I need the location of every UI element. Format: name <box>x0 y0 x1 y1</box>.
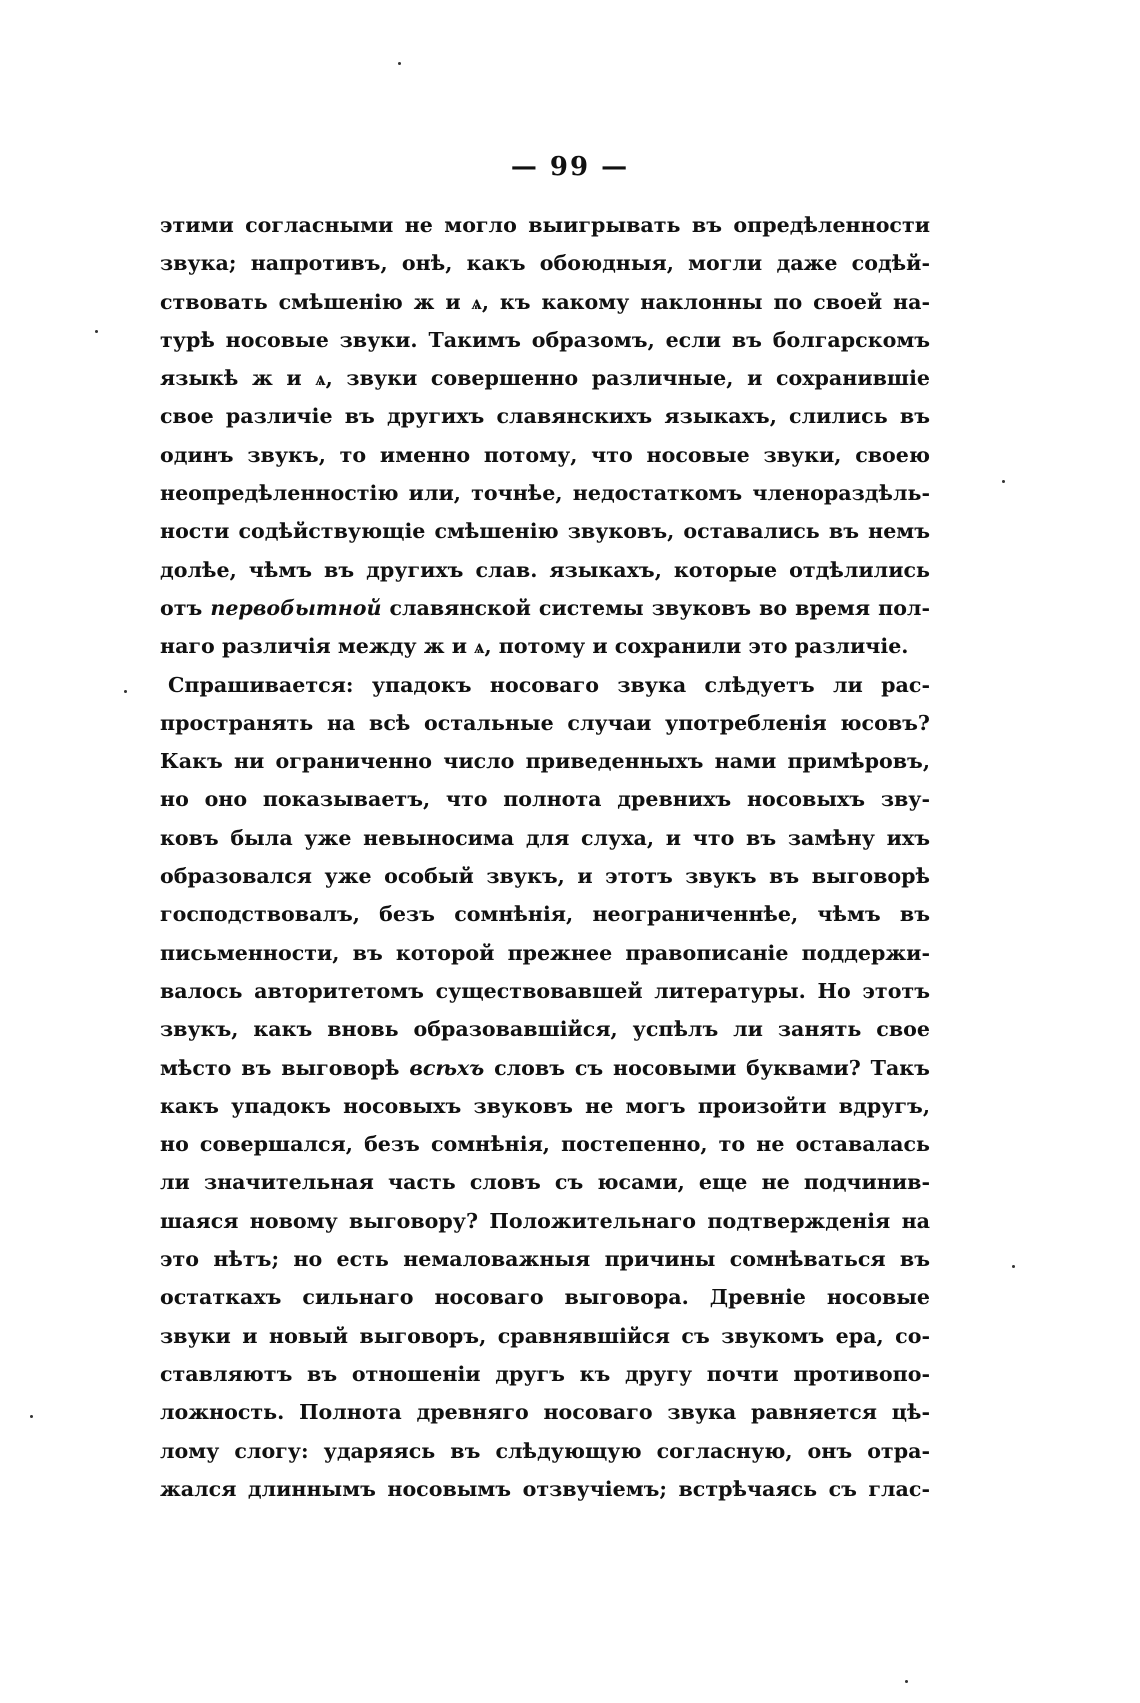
text-line <box>160 1202 930 1240</box>
text-line <box>160 1010 930 1048</box>
text-segment: языкѣ ж и ѧ, звуки совершенно различные, и сохранившіе <box>160 366 930 391</box>
text-segment: шаяся новому выговору? Положительнаго подтвержденія на <box>160 1208 930 1233</box>
text-line <box>160 1049 930 1087</box>
text-segment: это нѣтъ; но есть немаловажныя причины сомнѣваться въ <box>160 1247 930 1272</box>
body-text <box>160 206 930 1508</box>
text-segment: но оно показываетъ, что полнота древнихъ носовыхъ зву- <box>160 787 930 812</box>
text-segment: Спрашивается: упадокъ носоваго звука слѣдуетъ ли рас- <box>168 672 930 697</box>
text-line <box>160 1317 930 1355</box>
text-line <box>160 857 930 895</box>
text-segment: какъ упадокъ носовыхъ звуковъ не могъ произойти вдругъ, <box>160 1093 930 1118</box>
text-line <box>160 206 930 244</box>
text-line <box>160 1355 930 1393</box>
text-segment: остаткахъ сильнаго носоваго выговора. Древніе носовые <box>160 1285 930 1310</box>
scan-speck <box>30 1415 33 1418</box>
text-segment: господствовалъ, безъ сомнѣнія, неограниченнѣе, чѣмъ въ <box>160 902 930 927</box>
text-line <box>160 666 930 704</box>
text-segment: одинъ звукъ, то именно потому, что носовые звуки, своею <box>160 442 930 467</box>
text-segment: ставляютъ въ отношеніи другъ къ другу почти противопо- <box>160 1361 930 1386</box>
text-line <box>160 819 930 857</box>
text-segment: валось авторитетомъ существовавшей литературы. Но этотъ <box>160 978 930 1003</box>
text-line <box>160 1278 930 1316</box>
text-line <box>160 1470 930 1508</box>
text-line <box>160 512 930 550</box>
text-line <box>160 895 930 933</box>
text-segment: турѣ носовые звуки. Такимъ образомъ, если въ болгарскомъ <box>160 327 930 352</box>
text-segment: звука; напротивъ, онѣ, какъ обоюдныя, могли даже содѣй- <box>160 251 930 276</box>
text-segment: ложность. Полнота древняго носоваго звука равняется цѣ- <box>160 1400 930 1425</box>
text-line <box>160 704 930 742</box>
text-segment: звуки и новый выговоръ, сравнявшійся съ звукомъ ера, со- <box>160 1323 930 1348</box>
text-line <box>160 934 930 972</box>
text-segment: долѣе, чѣмъ въ другихъ слав. языкахъ, которые отдѣлились <box>160 557 930 582</box>
scan-speck <box>1002 480 1005 483</box>
text-line <box>160 1393 930 1431</box>
text-segment: жался длиннымъ носовымъ отзвучіемъ; встрѣчаясь съ глас- <box>160 1476 930 1501</box>
text-segment: мѣсто въ выговорѣ <box>160 1055 410 1080</box>
text-segment: пространять на всѣ остальные случаи употребленія юсовъ? <box>160 710 930 735</box>
text-line <box>160 742 930 780</box>
text-line <box>160 1125 930 1163</box>
text-segment: этими согласными не могло выигрывать въ опредѣленности <box>160 213 930 237</box>
text-segment: свое различіе въ другихъ славянскихъ языкахъ, слились въ <box>160 404 930 429</box>
text-line <box>160 474 930 512</box>
text-line <box>160 283 930 321</box>
text-segment: лому слогу: ударяясь въ слѣдующую согласную, онъ отра- <box>160 1438 930 1463</box>
text-line <box>160 397 930 435</box>
scan-speck <box>1012 1265 1015 1268</box>
text-line <box>160 359 930 397</box>
text-segment: письменности, въ которой прежнее правописаніе поддержи- <box>160 940 930 965</box>
text-line <box>160 321 930 359</box>
text-line <box>160 972 930 1010</box>
text-segment: отъ <box>160 595 211 620</box>
text-segment: образовался уже особый звукъ, и этотъ звукъ въ выговорѣ <box>160 864 930 889</box>
text-line <box>160 436 930 474</box>
text-segment: ствовать смѣшенію ж и ѧ, къ какому наклонны по своей на- <box>160 289 930 314</box>
text-segment: славянской системы звуковъ во время пол- <box>381 595 930 620</box>
text-line <box>160 1432 930 1470</box>
text-line <box>160 1163 930 1201</box>
text-segment: но совершался, безъ сомнѣнія, постепенно, то не оставалась <box>160 1132 930 1157</box>
italic-word: всѣхъ <box>409 1055 485 1080</box>
text-segment: ности содѣйствующіе смѣшенію звуковъ, оставались въ немъ <box>160 519 930 544</box>
italic-word: первобытной <box>210 595 382 620</box>
scan-speck <box>398 62 401 65</box>
scan-speck <box>124 690 127 693</box>
page-number: — 99 — <box>510 152 630 182</box>
text-line <box>160 551 930 589</box>
text-line <box>160 589 930 627</box>
text-segment: наго различія между ж и ѧ, потому и сохранили это различіе. <box>160 634 909 659</box>
text-segment: Какъ ни ограниченно число приведенныхъ нами примѣровъ, <box>160 749 930 774</box>
text-segment: неопредѣленностію или, точнѣе, недостаткомъ членораздѣль- <box>160 481 930 506</box>
text-segment: словъ съ носовыми буквами? Такъ <box>484 1055 930 1080</box>
text-line <box>160 1240 930 1278</box>
text-line <box>160 627 930 665</box>
text-segment: ли значительная часть словъ съ юсами, еще не подчинив- <box>160 1170 930 1195</box>
text-line <box>160 780 930 818</box>
text-line <box>160 1087 930 1125</box>
scan-speck <box>905 1680 908 1683</box>
scan-speck <box>95 330 98 333</box>
text-line <box>160 244 930 282</box>
text-segment: звукъ, какъ вновь образовавшійся, успѣлъ ли занять свое <box>160 1017 930 1042</box>
text-segment: ковъ была уже невыносима для слуха, и что въ замѣну ихъ <box>160 825 930 850</box>
